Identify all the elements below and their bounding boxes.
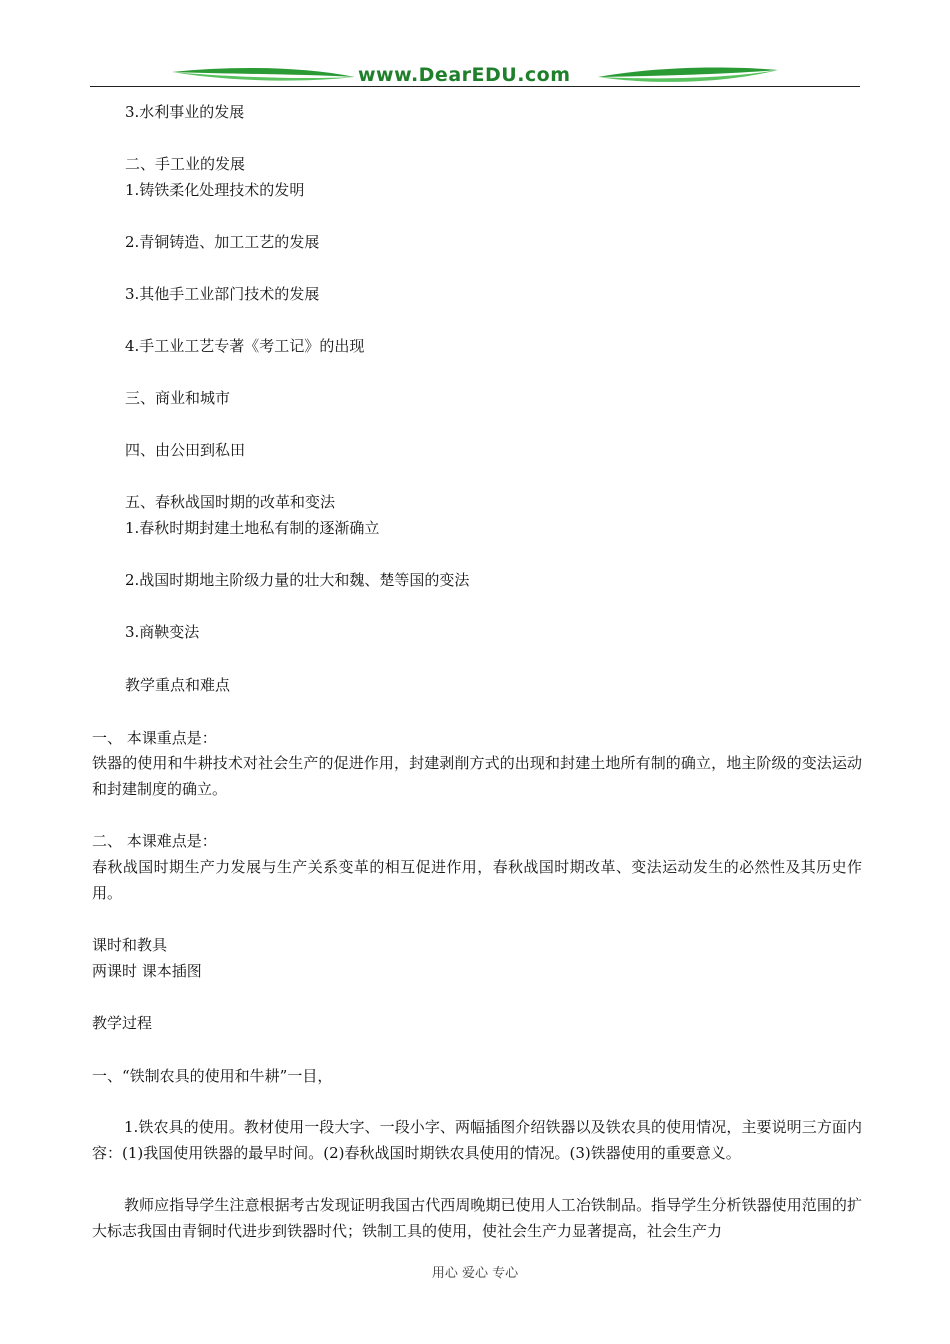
outline-item: 1.铸铁柔化处理技术的发明 xyxy=(125,181,305,199)
process-heading: 教学过程 xyxy=(92,1014,153,1032)
outline-item: 3.商鞅变法 xyxy=(125,623,200,641)
outline-item: 四、由公田到私田 xyxy=(125,441,246,459)
key-points-text: 铁器的使用和牛耕技术对社会生产的促进作用，封建剥削方式的出现和封建土地所有制的确立，地主阶级的变法运动和封建制度的确立。 xyxy=(92,754,862,798)
outline-item: 三、商业和城市 xyxy=(125,389,231,407)
outline-item: 3.其他手工业部门技术的发展 xyxy=(125,285,320,303)
outline-item: 3.水利事业的发展 xyxy=(125,103,245,121)
outline-item: 1.春秋时期封建土地私有制的逐渐确立 xyxy=(125,519,380,537)
key-points-heading: 一、 本课重点是： xyxy=(92,729,217,747)
difficult-points-text: 春秋战国时期生产力发展与生产关系变革的相互促进作用，春秋战国时期改革、变法运动发生的必然性及其历史作用。 xyxy=(92,858,862,902)
section-heading: 教学重点和难点 xyxy=(125,676,231,694)
difficult-points-heading: 二、 本课难点是： xyxy=(92,832,217,850)
outline-item: 五、春秋战国时期的改革和变法 xyxy=(125,493,336,511)
process-paragraph: 1.铁农具的使用。教材使用一段大字、一段小字、两幅插图介绍铁器以及铁农具的使用情况，主要说明三方面内容：(1)我国使用铁器的最早时间。(2)春秋战国时期铁农具使用的情况。(3)铁器使用的重要意义。 xyxy=(92,1118,862,1162)
class-hours-text: 两课时 课本插图 xyxy=(92,962,202,980)
process-paragraph: 教师应指导学生注意根据考古发现证明我国古代西周晚期已使用人工冶铁制品。指导学生分析铁器使用范围的扩大标志我国由青铜时代进步到铁器时代；铁制工具的使用，使社会生产力显著提高，社会生产力 xyxy=(92,1196,862,1240)
outline-item: 2.青铜铸造、加工工艺的发展 xyxy=(125,233,320,251)
outline-item: 4.手工业工艺专著《考工记》的出现 xyxy=(125,337,365,355)
outline-item: 二、手工业的发展 xyxy=(125,155,246,173)
site-logo-text: www.DearEDU.com xyxy=(358,64,571,86)
page-footer: 用心 爱心 专心 xyxy=(431,1266,519,1281)
header-divider xyxy=(90,86,860,87)
class-hours-heading: 课时和教具 xyxy=(92,936,168,954)
process-section-title: 一、“铁制农具的使用和牛耕”一目， xyxy=(92,1067,333,1085)
outline-item: 2.战国时期地主阶级力量的壮大和魏、楚等国的变法 xyxy=(125,571,470,589)
